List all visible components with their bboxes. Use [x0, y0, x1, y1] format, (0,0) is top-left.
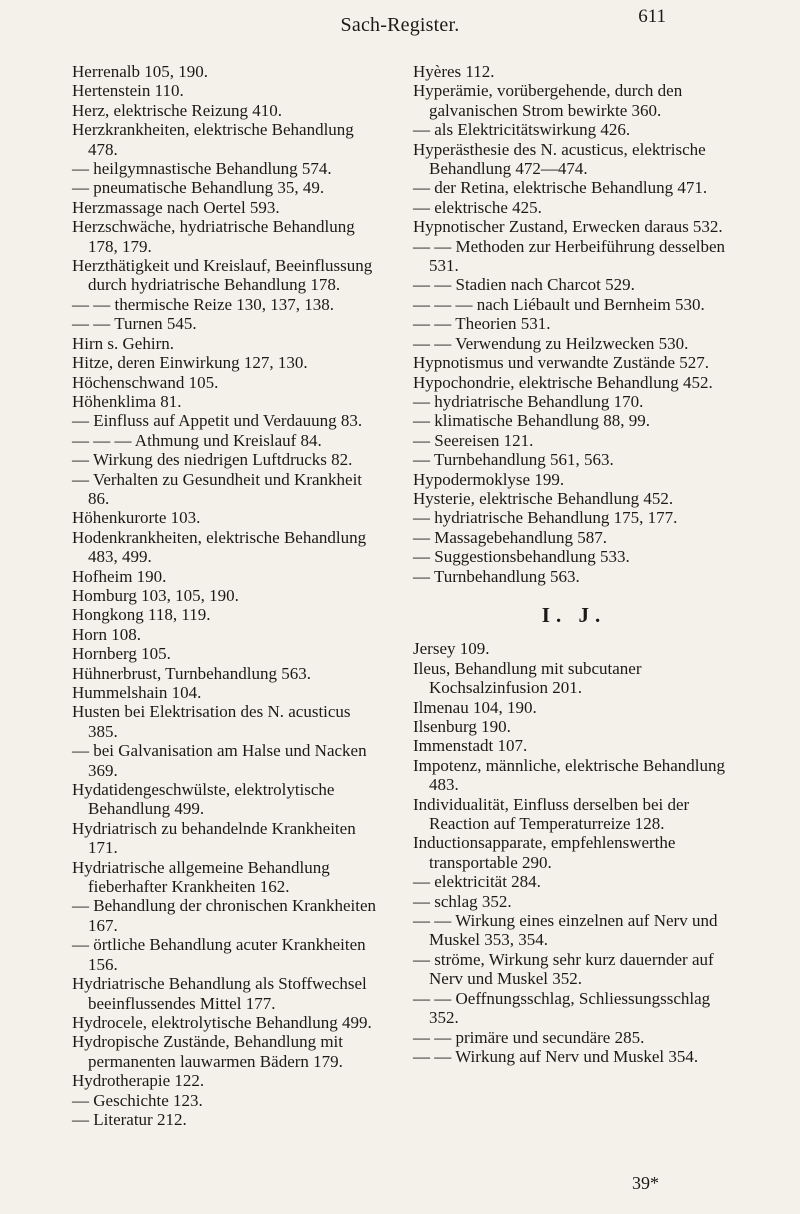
index-entry: — ströme, Wirkung sehr kurz dauernder auf Nerv und Muskel 352. [413, 949, 714, 989]
index-entry: — Einfluss auf Appetit und Verdauung 83. [72, 411, 363, 431]
index-entry: Hirn s. Gehirn. [72, 333, 174, 353]
index-entry: — Seereisen 121. [413, 430, 534, 450]
index-entry: — Suggestionsbehandlung 533. [413, 547, 630, 567]
index-entry: — örtliche Behandlung acuter Krankheiten 156. [72, 935, 366, 974]
page-header [0, 0, 800, 56]
index-entry: Hydatidengeschwülste, elektrolytische Behandlung 499. [72, 780, 335, 819]
section-letter-ij: I. J. [541, 602, 607, 627]
index-entry: Herrenalb 105, 190. [72, 62, 208, 81]
index-entry: — Wirkung des niedrigen Luftdrucks 82. [72, 450, 353, 470]
signature-mark: 39* [632, 1173, 659, 1193]
index-entry: Hyperästhesie des N. acusticus, elektrische Behandlung 472—474. [413, 139, 706, 179]
index-entry: Hydrotherapie 122. [72, 1071, 205, 1091]
index-entry: — bei Galvanisation am Halse und Nacken 369. [72, 741, 367, 780]
index-entry: Hühnerbrust, Turnbehandlung 563. [72, 663, 311, 683]
index-group-h [413, 62, 735, 586]
index-entry: Hydriatrische allgemeine Behandlung fieberhafter Krankheiten 162. [72, 857, 330, 897]
index-group-ij [413, 639, 735, 1066]
page-number: 611 [638, 6, 666, 27]
index-entry: — — Methoden zur Herbeiführung desselben 531. [413, 236, 726, 276]
index-entry: Hofheim 190. [72, 566, 167, 586]
index-entry: — — primäre und secundäre 285. [413, 1027, 645, 1047]
index-entry: — pneumatische Behandlung 35, 49. [72, 178, 325, 198]
index-entry: Herz, elektrische Reizung 410. [72, 100, 283, 120]
index-entry: — — Verwendung zu Heilzwecken 530. [413, 333, 689, 353]
index-entry: Hypochondrie, elektrische Behandlung 452. [413, 372, 713, 392]
index-entry: Herzmassage nach Oertel 593. [72, 197, 280, 217]
index-entry: Höchenschwand 105. [72, 372, 219, 392]
index-entry: Hyperämie, vorübergehende, durch den galvanischen Strom bewirkte 360. [413, 81, 683, 120]
index-entry: — hydriatrische Behandlung 170. [413, 391, 644, 411]
index-entry: Hongkong 118, 119. [72, 605, 211, 625]
index-entry: — Literatur 212. [72, 1109, 187, 1129]
index-entry: — hydriatrische Behandlung 175, 177. [413, 508, 678, 528]
index-entry: Hitze, deren Einwirkung 127, 130. [72, 353, 308, 373]
index-entry: — — thermische Reize 130, 137, 138. [72, 294, 335, 314]
index-column-left [72, 62, 382, 1129]
index-entry: — schlag 352. [413, 891, 512, 911]
index-entry: — — — nach Liébault und Bernheim 530. [413, 294, 705, 314]
index-entry: Individualität, Einfluss derselben bei der Reaction auf Temperaturreize 128. [413, 794, 690, 834]
index-entry: Hydropische Zustände, Behandlung mit permanenten lauwarmen Bädern 179. [72, 1032, 344, 1071]
index-entry: Ilsenburg 190. [413, 717, 511, 736]
index-entry: Impotenz, männliche, elektrische Behandlung 483. [413, 755, 726, 795]
index-entry: — — Stadien nach Charcot 529. [413, 275, 635, 295]
index-entry: — als Elektricitätswirkung 426. [413, 120, 631, 140]
index-entry: Hydriatrische Behandlung als Stoffwechsel beeinflussendes Mittel 177. [72, 974, 367, 1013]
index-entry: Hummelshain 104. [72, 683, 202, 702]
index-entry: — elektricität 284. [413, 872, 541, 892]
index-entry: — Verhalten zu Gesundheit und Krankheit 86. [72, 469, 363, 508]
index-entry: Höhenkurorte 103. [72, 508, 201, 528]
index-entry: Hydriatrisch zu behandelnde Krankheiten 171. [72, 818, 356, 858]
index-entry: Hysterie, elektrische Behandlung 452. [413, 488, 674, 508]
index-entry: — elektrische 425. [413, 197, 542, 217]
index-entry: Ilmenau 104, 190. [413, 697, 537, 717]
index-entry: Hypnotismus und verwandte Zustände 527. [413, 353, 710, 373]
index-entry: — — Wirkung eines einzelnen auf Nerv und Muskel 353, 354. [413, 911, 718, 950]
index-entry: — Massagebehandlung 587. [413, 527, 608, 547]
running-head: Sach-Register. [340, 14, 460, 36]
index-entry: Hyères 112. [413, 62, 495, 81]
index-entry: Hypodermoklyse 199. [413, 469, 565, 489]
index-entry: Husten bei Elektrisation des N. acusticus 385. [72, 702, 351, 741]
index-entry: — klimatische Behandlung 88, 99. [413, 411, 651, 431]
index-entry: — Behandlung der chronischen Krankheiten 167. [72, 896, 377, 935]
index-entry: — Turnbehandlung 561, 563. [413, 450, 614, 470]
index-entry: Homburg 103, 105, 190. [72, 585, 239, 605]
index-entry: Jersey 109. [413, 639, 490, 659]
index-entry: Ileus, Behandlung mit subcutaner Kochsalzinfusion 201. [413, 658, 642, 698]
index-entry: — Turnbehandlung 563. [413, 566, 580, 586]
index-entry: Hypnotischer Zustand, Erwecken daraus 532. [413, 217, 723, 237]
index-entry: Inductionsapparate, empfehlenswerthe transportable 290. [413, 833, 676, 872]
index-entry: — — Wirkung auf Nerv und Muskel 354. [413, 1046, 699, 1066]
index-entry: Herzkrankheiten, elektrische Behandlung 478. [72, 120, 354, 159]
index-entry: — — Theorien 531. [413, 314, 551, 334]
index-entry: — — Turnen 545. [72, 314, 197, 334]
index-column-right [413, 62, 735, 1066]
index-entry: Herzthätigkeit und Kreislauf, Beeinflussung durch hydriatrische Behandlung 178. [72, 256, 373, 295]
index-entry: — Geschichte 123. [72, 1090, 203, 1110]
index-entry: Hertenstein 110. [72, 81, 184, 101]
index-entry: — — — Athmung und Kreislauf 84. [72, 430, 322, 450]
index-entry: — — Oeffnungsschlag, Schliessungsschlag 352. [413, 988, 711, 1028]
index-entry: Immenstadt 107. [413, 736, 528, 756]
index-entry: Herzschwäche, hydriatrische Behandlung 178, 179. [72, 217, 355, 256]
index-entry: Höhenklima 81. [72, 391, 182, 411]
index-entry: Hodenkrankheiten, elektrische Behandlung 483, 499. [72, 527, 367, 567]
index-entry: — der Retina, elektrische Behandlung 471. [413, 178, 708, 198]
index-entry: Hydrocele, elektrolytische Behandlung 499. [72, 1012, 372, 1032]
index-entry: Horn 108. [72, 624, 141, 644]
index-entry: — heilgymnastische Behandlung 574. [72, 159, 332, 179]
index-entry: Hornberg 105. [72, 644, 171, 664]
